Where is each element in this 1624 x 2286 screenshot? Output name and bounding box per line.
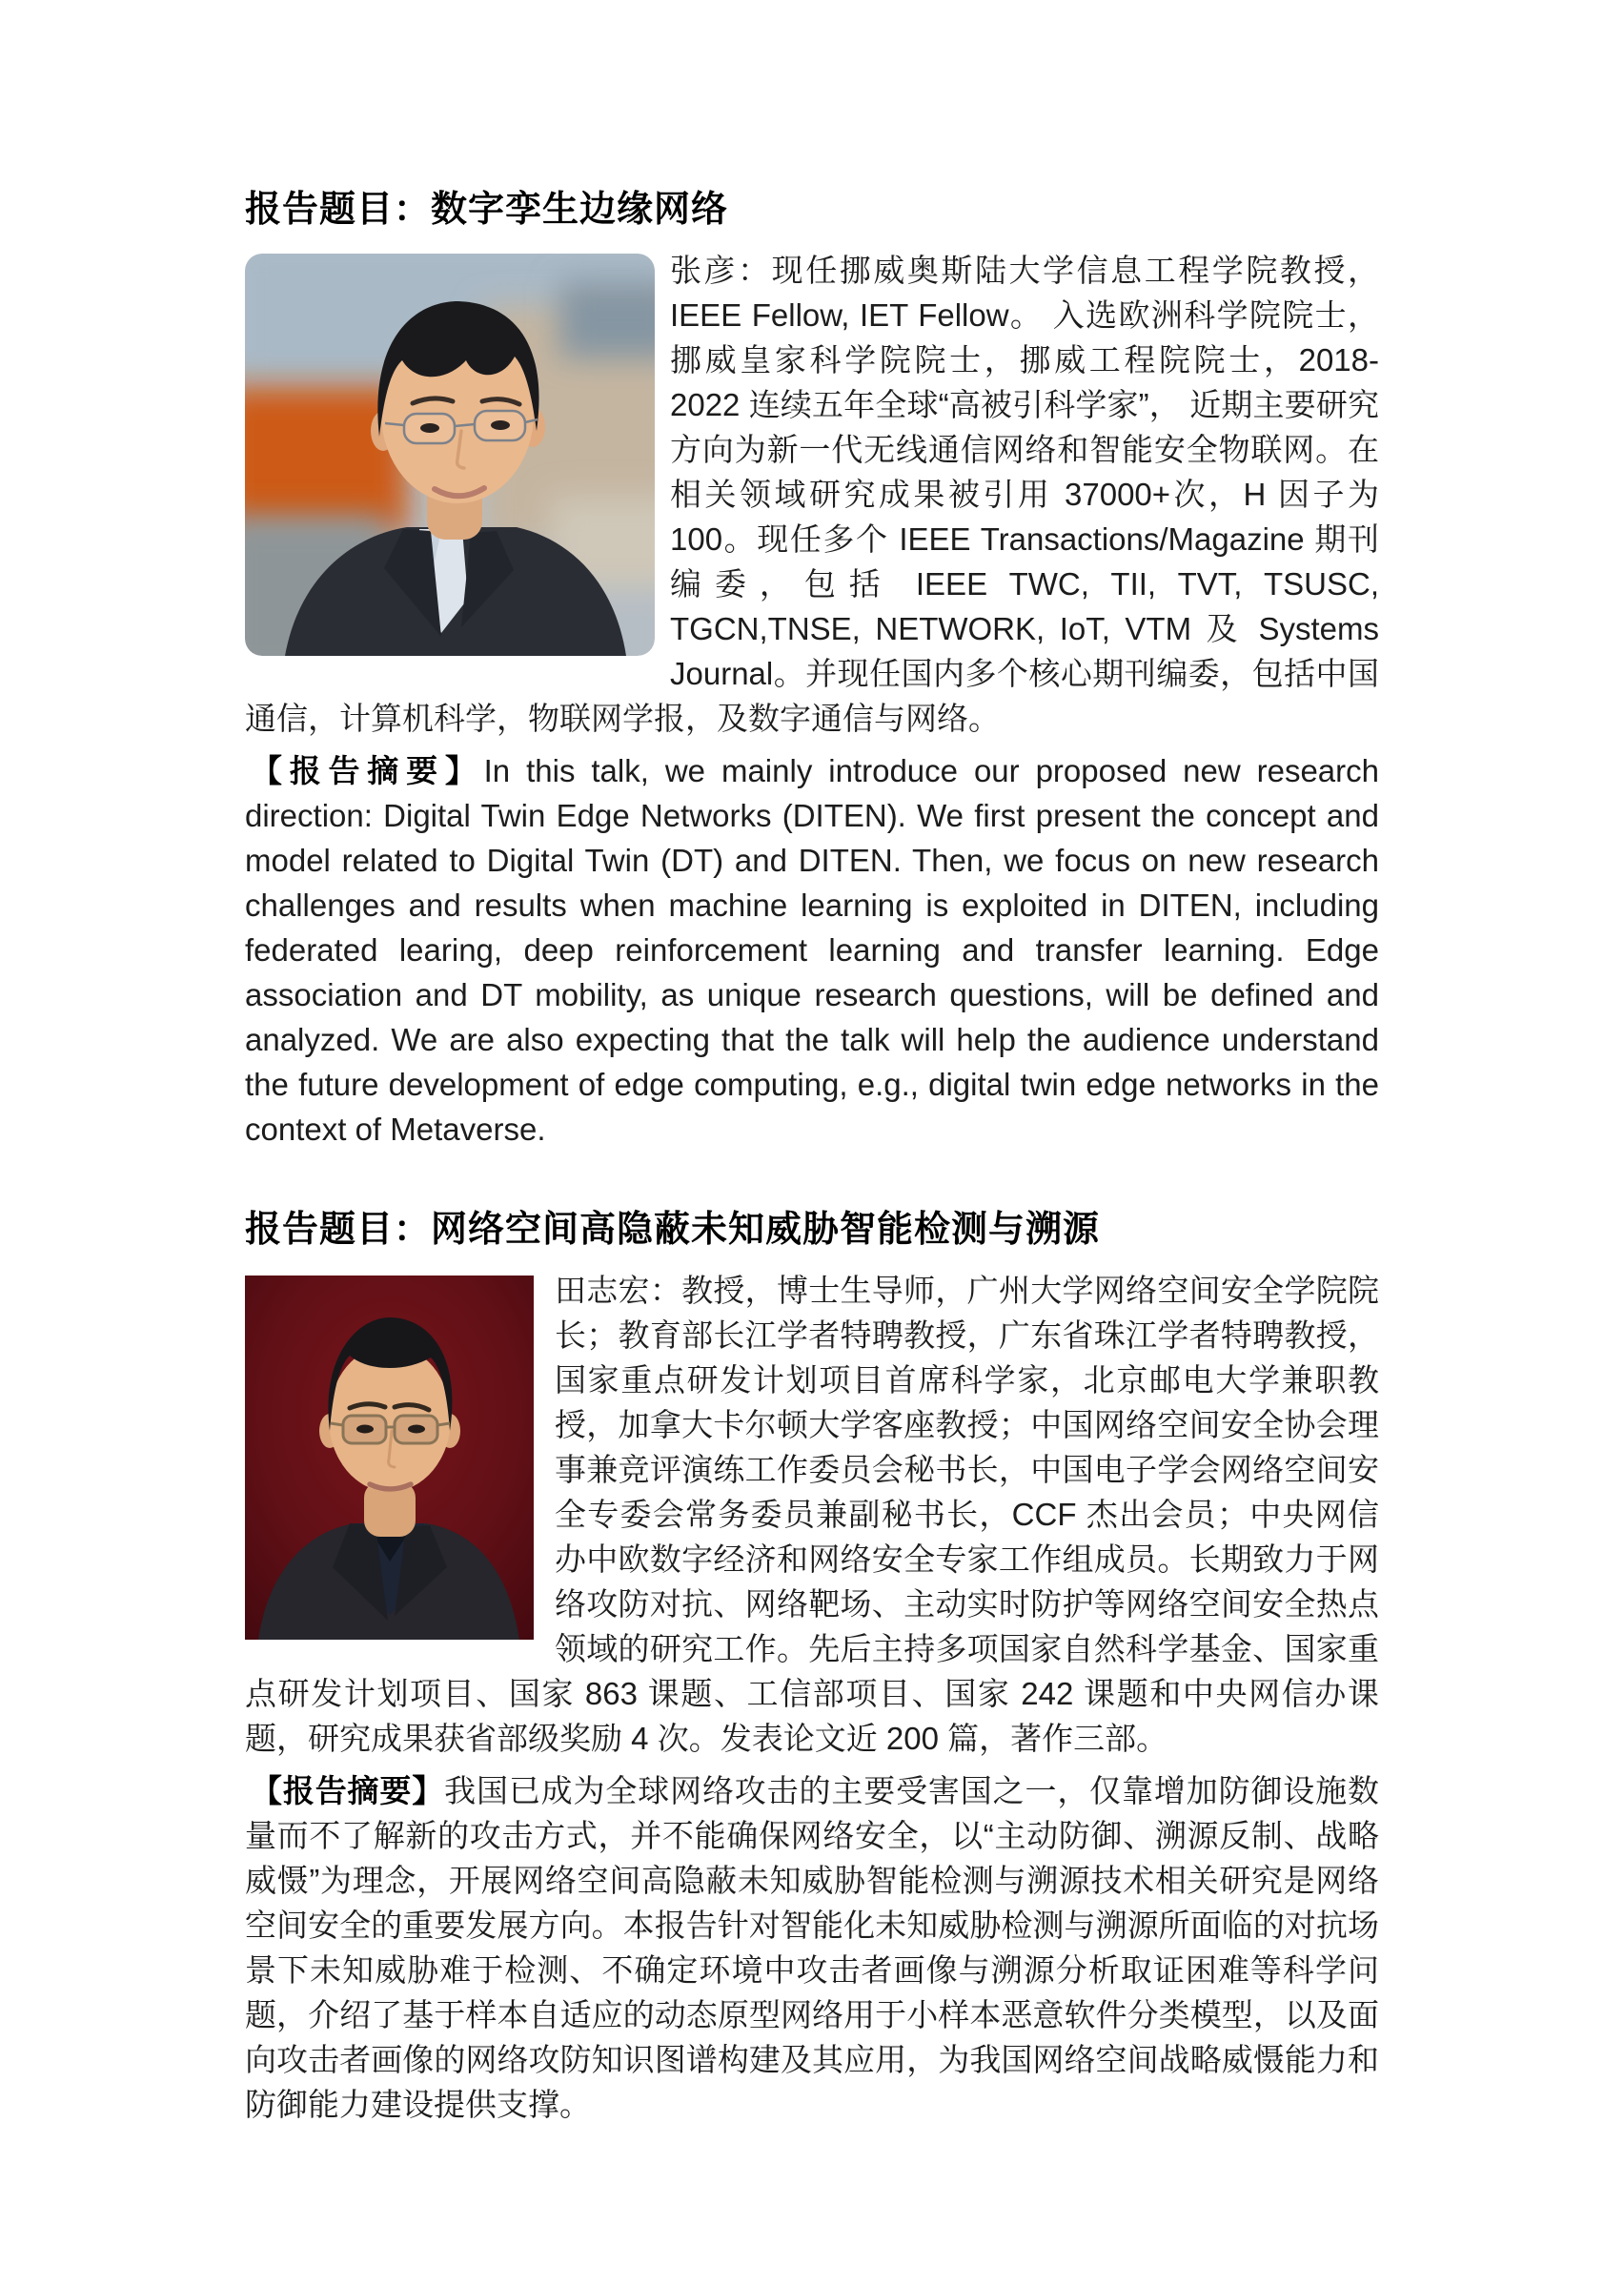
speaker-photo-tian-zhihong	[245, 1276, 534, 1640]
abstract-label-2: 【报告摘要】	[251, 1773, 445, 1808]
talk-title-1: 报告题目：数字孪生边缘网络	[245, 190, 729, 230]
zhang-yan-portrait-illustration	[245, 254, 655, 656]
talk-abstract-2	[245, 1768, 1379, 2127]
abstract-text-1: In this talk, we mainly introduce our proposed new research direction: Digital Twin Edge Networks (DITEN). We first present the concept and model related to Digital Twin (DT) and DITEN. Then, we focus on new research challenges and results when machine learning is exploited in DITEN, including federated learing, deep reinforcement learning and transfer learning. Edge association and DT mobility, as unique research questions, will be defined and analyzed. We are also expecting that the talk will help the audience understand the future development of edge computing, e.g., digital twin edge networks in the context of Metaverse.	[245, 753, 1379, 1147]
talk-title-2: 报告题目：网络空间高隐蔽未知威胁智能检测与溯源	[245, 1210, 1101, 1250]
abstract-text-2: 我国已成为全球网络攻击的主要受害国之一，仅靠增加防御设施数量而不了解新的攻击方式，并不能确保网络安全，以“主动防御、溯源反制、战略威慑”为理念，开展网络空间高隐蔽未知威胁智能检测与溯源技术相关研究是网络空间安全的重要发展方向。本报告针对智能化未知威胁检测与溯源所面临的对抗场景下未知威胁难于检测、不确定环境中攻击者画像与溯源分析取证困难等科学问题，介绍了基于样本自适应的动态原型网络用于小样本恶意软件分类模型，以及面向攻击者画像的网络攻防知识图谱构建及其应用，为我国网络空间战略威慑能力和防御能力建设提供支撑。	[245, 1773, 1380, 2122]
document-content	[245, 187, 1379, 2127]
talk-abstract-1	[245, 748, 1379, 1152]
speaker-photo-zhang-yan	[245, 254, 655, 656]
tian-zhihong-portrait-illustration	[245, 1276, 534, 1640]
talk-section-1	[245, 187, 1379, 1152]
talk-section-2	[245, 1207, 1379, 2127]
speaker-bio-tian-zhihong: 田志宏：教授，博士生导师，广州大学网络空间安全学院院长；教育部长江学者特聘教授，广东省珠江学者特聘教授，国家重点研发计划项目首席科学家，北京邮电大学兼职教授，加拿大卡尔顿大学客座教授；中国网络空间安全协会理事兼竞评演练工作委员会秘书长，中国电子学会网络空间安全专委会常务委员兼副秘书长，CCF 杰出会员；中央网信办中欧数字经济和网络安全专家工作组成员。长期致力于网络攻防对抗、网络靶场、主动实时防护等网络空间安全热点领域的研究工作。先后主持多项国家自然科学基金、国家重点研发计划项目、国家 863 课题、工信部项目、国家 242 课题和中央网信办课题，研究成果获省部级奖励 4 次。发表论文近 200 篇，著作三部。	[245, 1273, 1379, 1756]
abstract-label-1: 【报告摘要】	[251, 753, 484, 788]
talk-body-1	[245, 248, 1379, 1152]
speaker-bio-zhang-yan: 张彦：现任挪威奥斯陆大学信息工程学院教授，IEEE Fellow, IET Fellow。 入选欧洲科学院院士，挪威皇家科学院院士，挪威工程院院士，2018-2022 连续五年全球“高被引科学家”， 近期主要研究方向为新一代无线通信网络和智能安全物联网。在相关领域研究成果被引用 37000+次，H 因子为 100。现任多个 IEEE Transactions/Magazine 期刊编委，包括 IEEE TWC, TII, TVT, TSUSC, TGCN,TNSE, NETWORK, IoT, VTM 及 Systems Journal。并现任国内多个核心期刊编委，包括中国通信，计算机科学，物联网学报，及数字通信与网络。	[245, 253, 1379, 736]
talk-body-2	[245, 1268, 1379, 2127]
